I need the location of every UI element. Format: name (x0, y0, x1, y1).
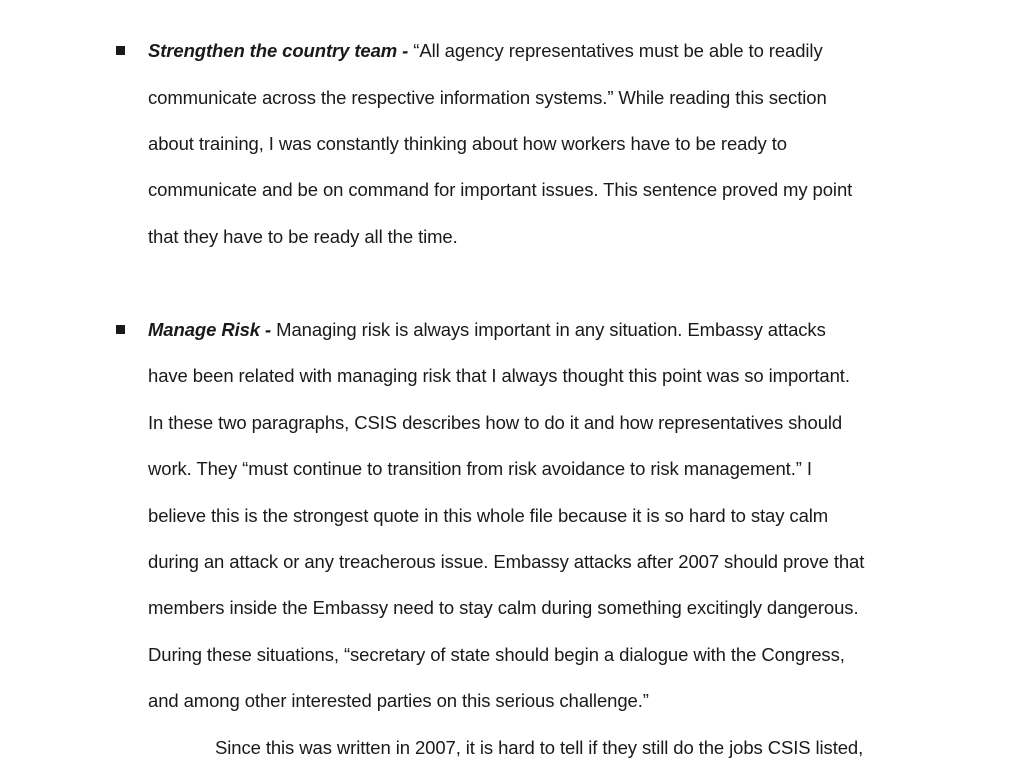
list-item-line: communicate and be on command for important issues. This sentence proved my point (148, 179, 853, 200)
list-item-line: about training, I was constantly thinking about how workers have to be ready to (148, 133, 787, 154)
list-item-line: In these two paragraphs, CSIS describes how to do it and how representatives should (148, 412, 843, 433)
list-item-line: communicate across the respective information systems.” While reading this section (148, 87, 827, 108)
list-item-text: “All agency representatives must be able to readily (408, 40, 823, 61)
list-item-line: and among other interested parties on this serious challenge.” (148, 690, 649, 711)
list-item-line: during an attack or any treacherous issue. Embassy attacks after 2007 should prove that (148, 551, 865, 572)
bullet-icon (116, 325, 125, 334)
list-item-heading: Strengthen the country team - (148, 40, 409, 61)
list-item-heading: Manage Risk - (148, 319, 272, 340)
list-item-line (148, 40, 823, 62)
list-item-line: members inside the Embassy need to stay calm during something excitingly dangerous. (148, 597, 859, 618)
list-item-line: work. They “must continue to transition from risk avoidance to risk management.” I (148, 458, 812, 479)
list-item-line: that they have to be ready all the time. (148, 226, 458, 247)
list-item-line (148, 319, 826, 341)
list-item-line: have been related with managing risk that I always thought this point was so important. (148, 365, 850, 386)
list-item-line: During these situations, “secretary of state should begin a dialogue with the Congress, (148, 644, 845, 665)
list-item-text: Managing risk is always important in any situation. Embassy attacks (271, 319, 826, 340)
body-paragraph: Since this was written in 2007, it is hard to tell if they still do the jobs CSIS listed, (215, 737, 864, 758)
bullet-icon (116, 46, 125, 55)
list-item-line: believe this is the strongest quote in this whole file because it is so hard to stay calm (148, 505, 829, 526)
